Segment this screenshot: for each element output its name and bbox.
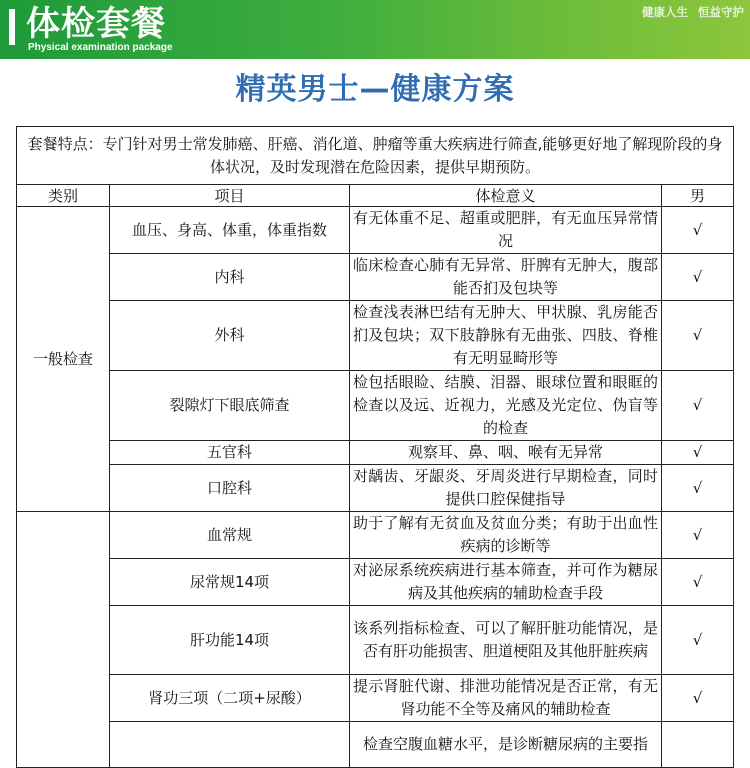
table-row	[17, 371, 734, 441]
item-cell: 肾功三项（二项+尿酸）	[110, 675, 350, 722]
banner-accent-bar	[9, 9, 15, 45]
package-table	[16, 126, 734, 768]
table-row	[17, 512, 734, 559]
header-item: 项目	[110, 185, 350, 207]
item-cell: 血常规	[110, 512, 350, 559]
banner-slogan: 健康人生 恒益守护	[641, 5, 744, 19]
meaning-cell: 检包括眼睑、结膜、泪器、眼球位置和眼眶的检查以及远、近视力，光感及光定位、伪盲等的检查	[350, 371, 662, 441]
intro-row	[17, 127, 734, 185]
meaning-cell: 检查浅表淋巴结有无肿大、甲状腺、乳房能否扪及包块；双下肢静脉有无曲张、四肢、脊椎有无明显畸形等	[350, 301, 662, 371]
meaning-cell: 提示肾脏代谢、排泄功能情况是否正常，有无肾功能不全等及痛风的辅助检查	[350, 675, 662, 722]
category-cell	[17, 512, 110, 768]
meaning-cell: 检查空腹血糖水平，是诊断糖尿病的主要指	[350, 722, 662, 768]
male-check: √	[662, 465, 734, 512]
meaning-cell: 助于了解有无贫血及贫血分类；有助于出血性疾病的诊断等	[350, 512, 662, 559]
meaning-cell: 有无体重不足、超重或肥胖，有无血压异常情况	[350, 207, 662, 254]
banner-subtitle: Physical examination package	[28, 42, 173, 53]
meaning-cell: 对龋齿、牙龈炎、牙周炎进行早期检查，同时提供口腔保健指导	[350, 465, 662, 512]
male-check: √	[662, 207, 734, 254]
item-cell: 五官科	[110, 441, 350, 465]
table-row	[17, 722, 734, 768]
male-check: √	[662, 675, 734, 722]
male-check: √	[662, 301, 734, 371]
male-check: √	[662, 441, 734, 465]
table-row	[17, 606, 734, 675]
male-check: √	[662, 371, 734, 441]
header-row	[17, 185, 734, 207]
male-check: √	[662, 559, 734, 606]
meaning-cell: 该系列指标检查、可以了解肝脏功能情况，是否有肝功能损害、胆道梗阻及其他肝脏疾病	[350, 606, 662, 675]
male-check	[662, 722, 734, 768]
header-banner	[0, 0, 750, 59]
male-check: √	[662, 254, 734, 301]
table-row	[17, 675, 734, 722]
male-check: √	[662, 512, 734, 559]
meaning-cell: 观察耳、鼻、咽、喉有无异常	[350, 441, 662, 465]
header-category: 类别	[17, 185, 110, 207]
table-row	[17, 301, 734, 371]
table-row	[17, 441, 734, 465]
meaning-cell: 临床检查心肺有无异常、肝脾有无肿大，腹部能否扪及包块等	[350, 254, 662, 301]
item-cell	[110, 722, 350, 768]
table-row	[17, 207, 734, 254]
header-meaning: 体检意义	[350, 185, 662, 207]
meaning-cell: 对泌尿系统疾病进行基本筛查，并可作为糖尿病及其他疾病的辅助检查手段	[350, 559, 662, 606]
item-cell: 裂隙灯下眼底筛查	[110, 371, 350, 441]
item-cell: 肝功能14项	[110, 606, 350, 675]
header-male: 男	[662, 185, 734, 207]
table-row	[17, 254, 734, 301]
item-cell: 内科	[110, 254, 350, 301]
item-cell: 血压、身高、体重，体重指数	[110, 207, 350, 254]
item-cell: 口腔科	[110, 465, 350, 512]
package-intro: 套餐特点：专门针对男士常发肺癌、肝癌、消化道、肿瘤等重大疾病进行筛查,能够更好地了解现阶段的身体状况，及时发现潜在危险因素，提供早期预防。	[17, 127, 734, 185]
item-cell: 外科	[110, 301, 350, 371]
page-title: 精英男士—健康方案	[235, 72, 515, 107]
male-check: √	[662, 606, 734, 675]
item-cell: 尿常规14项	[110, 559, 350, 606]
table-row	[17, 465, 734, 512]
banner-title: 体检套餐	[26, 4, 166, 44]
table-row	[17, 559, 734, 606]
category-cell: 一般检查	[17, 207, 110, 512]
